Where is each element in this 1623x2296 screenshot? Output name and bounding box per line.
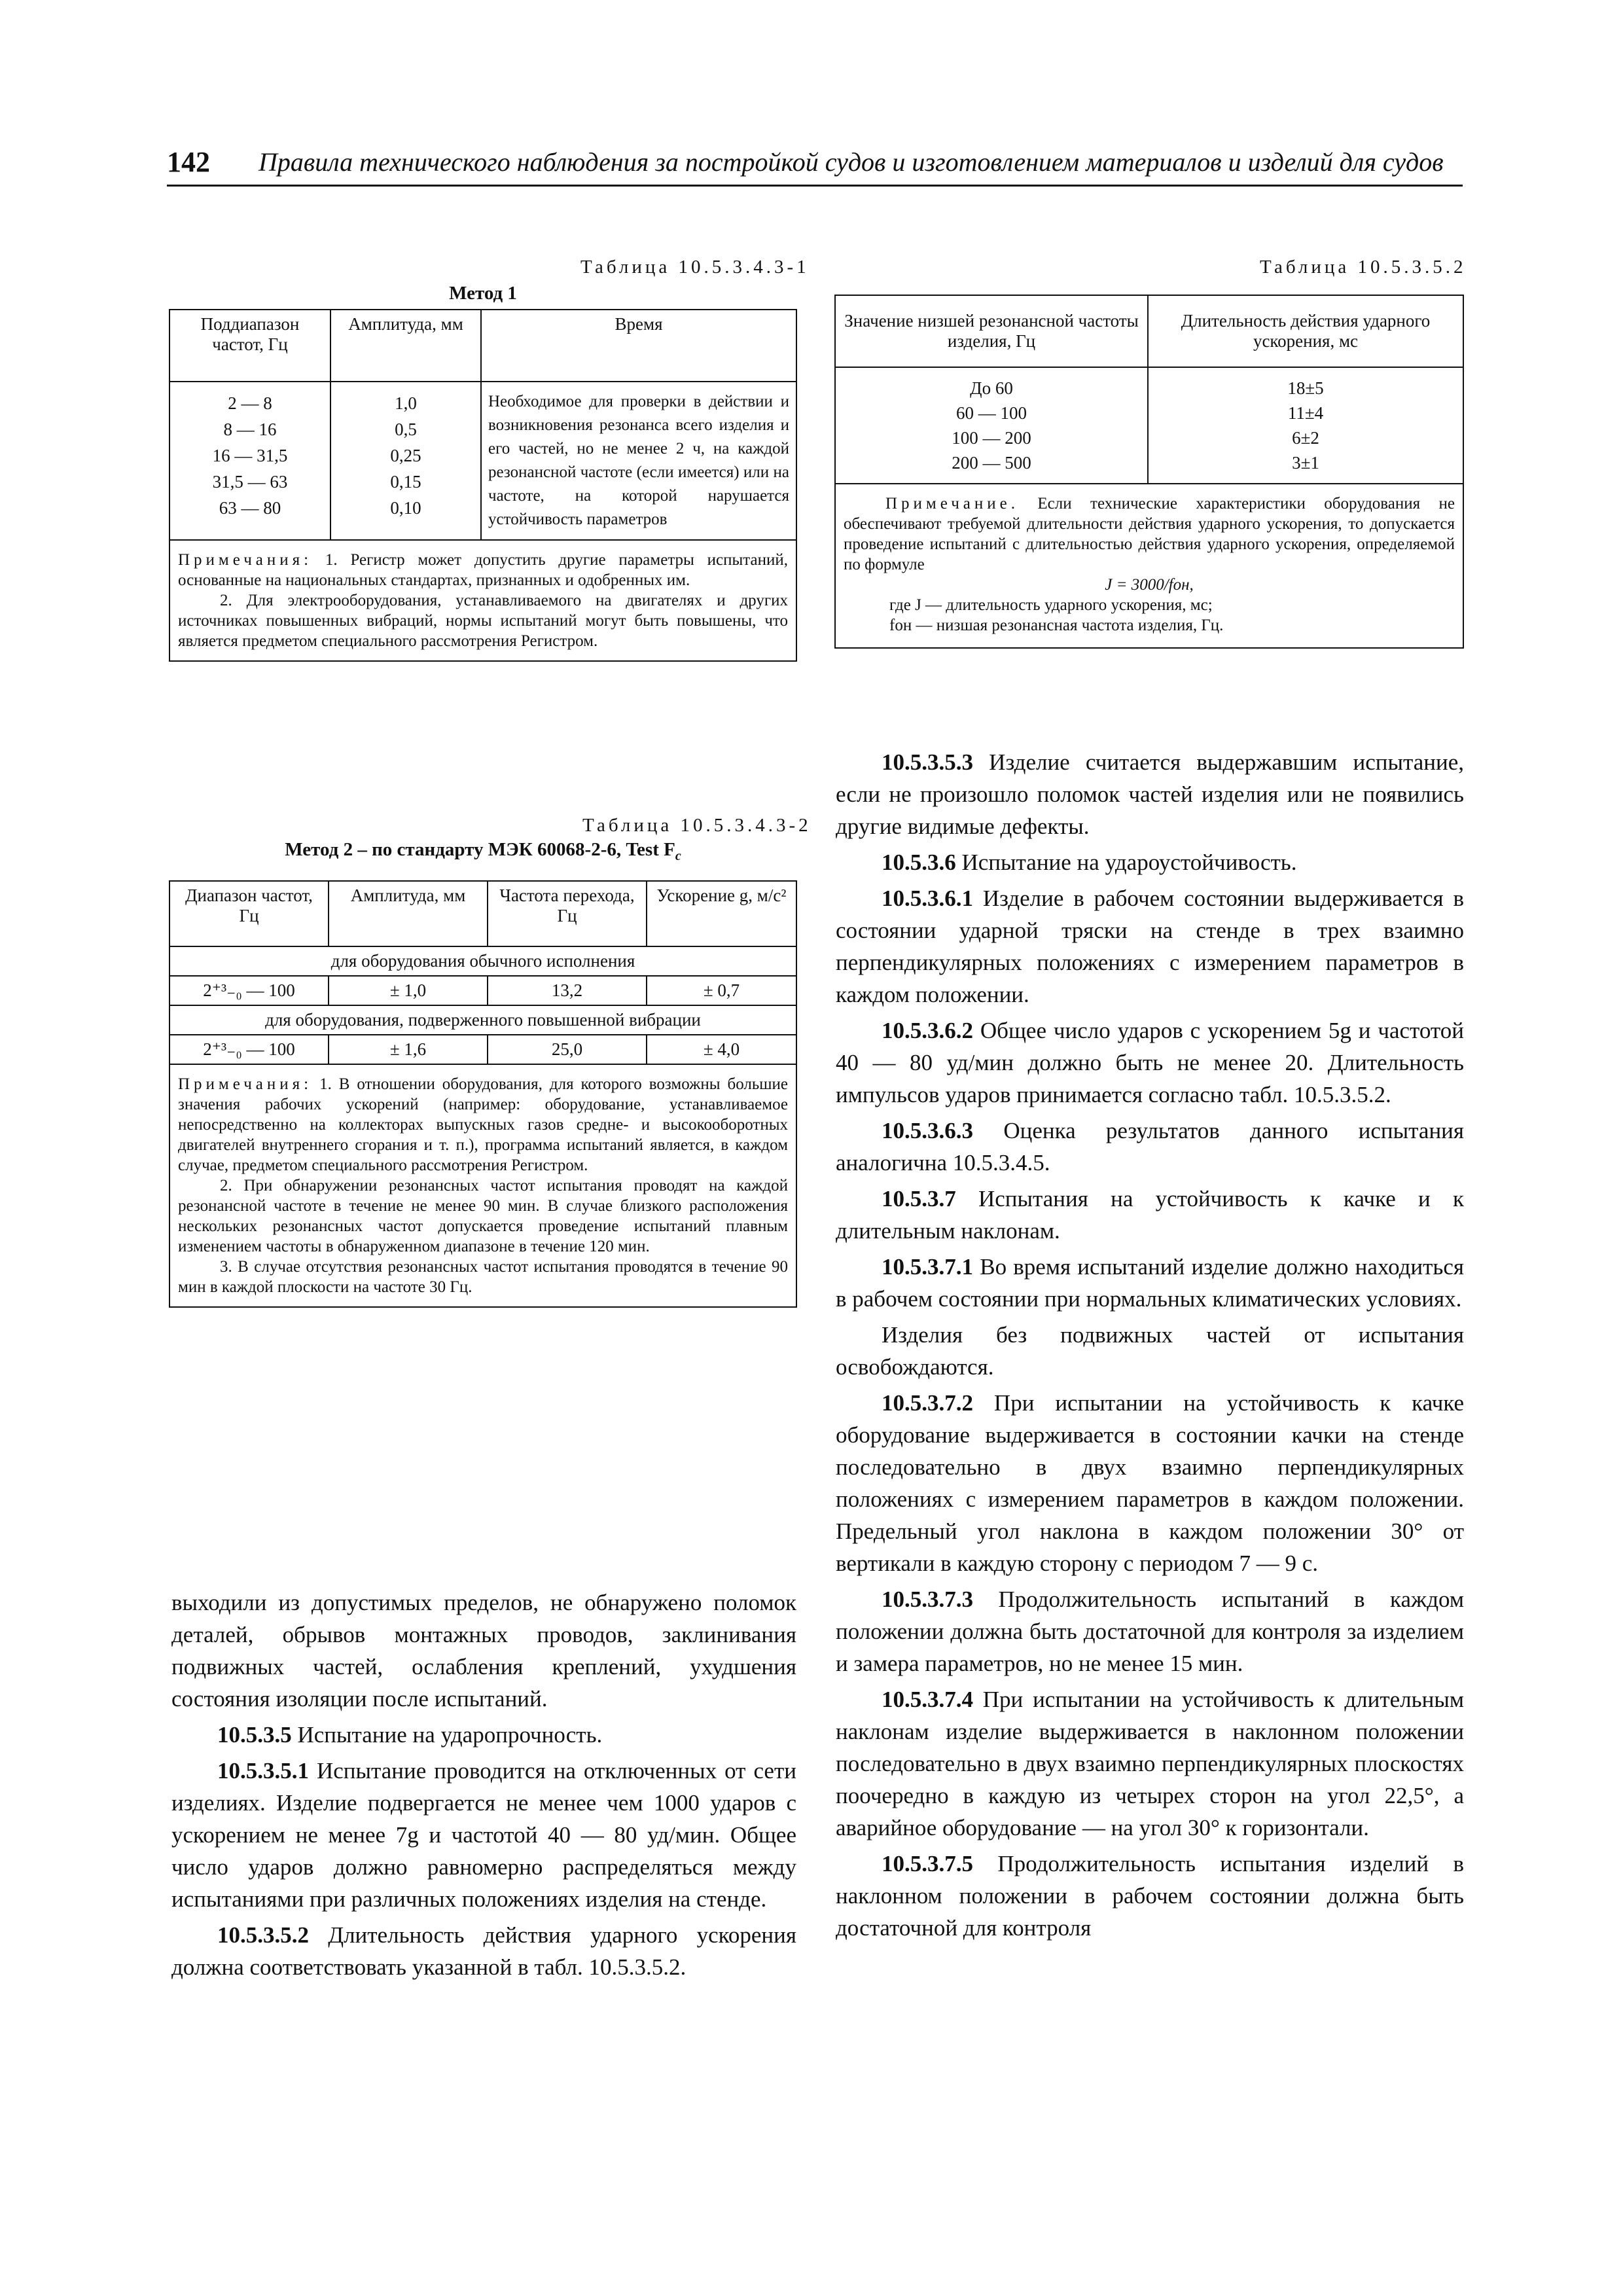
right-p3 bbox=[836, 882, 1464, 1011]
clause-number: 10.5.3.7 bbox=[882, 1186, 956, 1211]
table1-range: 31,5 — 63 bbox=[212, 472, 288, 492]
table1-amplitude: 0,10 bbox=[390, 498, 421, 518]
clause-text: Продолжительность испытания изделий в наклонном положении в рабочем состоянии должна быть достаточной для контроля bbox=[836, 1851, 1464, 1941]
table3-freq: До 60 bbox=[970, 378, 1013, 398]
table1-range: 8 — 16 bbox=[223, 420, 277, 439]
table1 bbox=[169, 309, 797, 662]
table2-group2: для оборудования, подверженного повышенной вибрации bbox=[169, 1005, 796, 1035]
clause-number: 10.5.3.6.2 bbox=[882, 1018, 973, 1043]
table3-freq: 60 — 100 bbox=[956, 403, 1027, 423]
table2-caption: Таблица 10.5.3.4.3-2 bbox=[582, 815, 812, 836]
table2-header-range: Диапазон частот, Гц bbox=[169, 881, 329, 946]
table2-group1: для оборудования обычного исполнения bbox=[169, 946, 796, 976]
clause-number: 10.5.3.5.2 bbox=[217, 1922, 309, 1948]
table3-header-duration: Длительность действия ударного ускорения, мс bbox=[1148, 295, 1463, 367]
table3-duration: 3±1 bbox=[1292, 453, 1319, 473]
right-p7 bbox=[836, 1251, 1464, 1315]
left-p3 bbox=[171, 1755, 796, 1915]
table1-notes-label: Примечания: bbox=[178, 551, 313, 569]
clause-text: Во время испытаний изделие должно находиться в рабочем состоянии при нормальных климатических условиях. bbox=[836, 1254, 1464, 1312]
table3 bbox=[834, 295, 1464, 649]
table1-time-text: Необходимое для проверки в действии и возникновения резонанса всего изделия и его частей, но не менее 2 ч, на каждой резонансной частоте (если имеется) или на частоте, на которой нарушается устойчивость параметров bbox=[481, 382, 796, 540]
table1-range: 63 — 80 bbox=[219, 498, 281, 518]
table2-r2-range: 2⁺³₋₀ — 100 bbox=[169, 1035, 329, 1064]
table1-amplitudes bbox=[330, 382, 481, 540]
table2-r2-amplitude: ± 1,6 bbox=[329, 1035, 488, 1064]
table3-header-freq: Значение низшей резонансной частоты изделия, Гц bbox=[835, 295, 1148, 367]
table1-range: 16 — 31,5 bbox=[212, 446, 288, 465]
table1-header-range: Поддиапазон частот, Гц bbox=[169, 310, 330, 382]
table1-range: 2 — 8 bbox=[228, 393, 272, 413]
table3-freq: 100 — 200 bbox=[952, 428, 1031, 448]
table2-note3: 3. В случае отсутствия резонансных частот испытания проводятся в течение 90 мин в каждой плоскости на частоте 30 Гц. bbox=[178, 1258, 788, 1296]
table2-note2: 2. При обнаружении резонансных частот испытания проводят на каждой резонансной частоте в течение не менее 90 мин. В случае близкого расположения нескольких резонансных частот допускается проведение испытаний плавным изменением частоты в обнаруженном диапазоне в течение 120 мин. bbox=[178, 1177, 788, 1255]
page-header bbox=[167, 145, 1463, 187]
clause-text: Длительность действия ударного ускорения должна соответствовать указанной в табл. 10.5.3.5.2. bbox=[171, 1922, 796, 1980]
left-p2 bbox=[171, 1719, 796, 1751]
table2 bbox=[169, 880, 797, 1308]
page-number: 142 bbox=[167, 146, 210, 178]
right-p5 bbox=[836, 1115, 1464, 1179]
left-p4 bbox=[171, 1919, 796, 1983]
clause-text: Оценка результатов данного испытания аналогична 10.5.3.4.5. bbox=[836, 1118, 1464, 1175]
clause-number: 10.5.3.6.3 bbox=[882, 1118, 973, 1143]
clause-number: 10.5.3.7.5 bbox=[882, 1851, 973, 1876]
right-p4 bbox=[836, 1014, 1464, 1111]
table2-notes-label: Примечания: bbox=[178, 1075, 313, 1093]
table1-amplitude: 0,25 bbox=[390, 446, 421, 465]
table1-amplitude: 1,0 bbox=[395, 393, 417, 413]
right-p12 bbox=[836, 1848, 1464, 1944]
clause-number: 10.5.3.6 bbox=[882, 850, 956, 875]
table2-method-text: Метод 2 – по стандарту МЭК 60068-2-6, Test F bbox=[285, 839, 675, 860]
table3-note bbox=[835, 484, 1463, 648]
table2-method bbox=[169, 839, 797, 864]
right-p10 bbox=[836, 1583, 1464, 1679]
clause-number: 10.5.3.5.1 bbox=[217, 1758, 309, 1784]
clause-text: Продолжительность испытаний в каждом положении должна быть достаточной для контроля за изделием и замера параметров, но не менее 15 мин. bbox=[836, 1587, 1464, 1676]
table2-r1-crossover: 13,2 bbox=[488, 976, 647, 1005]
clause-text: Изделие в рабочем состоянии выдерживается в состоянии ударной тряски на стенде в трех взаимно перпендикулярных положениях с измерением параметров в каждом положении. bbox=[836, 886, 1464, 1007]
table2-r2-crossover: 25,0 bbox=[488, 1035, 647, 1064]
table2-r1-range: 2⁺³₋₀ — 100 bbox=[169, 976, 329, 1005]
table2-r1-acceleration: ± 0,7 bbox=[647, 976, 796, 1005]
clause-text: Испытание на ударопрочность. bbox=[291, 1722, 603, 1748]
clause-text: Испытание на удароустойчивость. bbox=[955, 850, 1297, 875]
right-p9 bbox=[836, 1387, 1464, 1579]
clause-number: 10.5.3.6.1 bbox=[882, 886, 973, 911]
clause-number: 10.5.3.7.2 bbox=[882, 1390, 973, 1416]
clause-number: 10.5.3.7.1 bbox=[882, 1254, 973, 1280]
clause-text: Испытания на устойчивость к качке и к длительным наклонам. bbox=[836, 1186, 1464, 1244]
table1-ranges bbox=[169, 382, 330, 540]
table3-duration: 18±5 bbox=[1287, 378, 1324, 398]
table3-duration: 11±4 bbox=[1287, 403, 1324, 423]
clause-text: При испытании на устойчивость к качке оборудование выдерживается в состоянии качки на стенде последовательно в двух взаимно перпендикулярных положениях с измерением параметров в каждом положении. Предельный угол наклона в каждом положении 30° от вертикали в каждую сторону с периодом 7 — 9 с. bbox=[836, 1390, 1464, 1576]
table3-duration: 6±2 bbox=[1292, 428, 1319, 448]
table3-where2: fон — низшая резонансная частота изделия, Гц. bbox=[889, 617, 1224, 634]
right-p6 bbox=[836, 1183, 1464, 1247]
clause-text: Общее число ударов с ускорением 5g и частотой 40 — 80 уд/мин должно быть не менее 20. Длительность импульсов ударов принимается согласно табл. 10.5.3.5.2. bbox=[836, 1018, 1464, 1107]
right-p11 bbox=[836, 1683, 1464, 1844]
clause-text: При испытании на устойчивость к длительным наклонам изделие выдерживается в наклонном положении последовательно в двух взаимно перпендикулярных плоскостях поочередно в каждую из четырех сторон на угол 22,5°, а аварийное оборудование — на угол 30° к горизонтали. bbox=[836, 1687, 1464, 1840]
left-p1: выходили из допустимых пределов, не обнаружено поломок деталей, обрывов монтажных проводов, заклинивания подвижных частей, ослабления креплений, ухудшения состояния изоляции после испытаний. bbox=[171, 1590, 796, 1712]
clause-text: Испытание проводится на отключенных от сети изделиях. Изделие подвергается не менее чем 1000 ударов с ускорением не менее 7g и частотой 40 — 80 уд/мин. Общее число ударов должно равномерно распределяться между испытаниями при различных положениях изделия на стенде. bbox=[171, 1758, 796, 1912]
running-title: Правила технического наблюдения за постройкой судов и изготовлением материалов и изделий для судов bbox=[259, 147, 1444, 177]
clause-number: 10.5.3.7.4 bbox=[882, 1687, 973, 1712]
table1-header-time: Время bbox=[481, 310, 796, 382]
table3-freq: 200 — 500 bbox=[952, 453, 1031, 473]
table3-caption: Таблица 10.5.3.5.2 bbox=[1260, 257, 1467, 278]
right-p8: Изделия без подвижных частей от испытания освобождаются. bbox=[836, 1322, 1464, 1380]
table1-method: Метод 1 bbox=[449, 283, 517, 304]
table1-amplitude: 0,15 bbox=[390, 472, 421, 492]
right-p1 bbox=[836, 746, 1464, 842]
table2-note1: 1. В отношении оборудования, для которого возможны большие значения рабочих ускорений (например: оборудование, устанавливаемое непосредственно на коллекторах выпускных газов средне- и высокооборотных двигателей внутреннего сгорания и т. п.), программа испытаний является, в каждом случае, предметом специального рассмотрения Регистром. bbox=[178, 1075, 788, 1174]
table3-note-label: Примечание. bbox=[885, 495, 1020, 512]
table2-r1-amplitude: ± 1,0 bbox=[329, 976, 488, 1005]
table2-r2-acceleration: ± 4,0 bbox=[647, 1035, 796, 1064]
clause-number: 10.5.3.7.3 bbox=[882, 1587, 973, 1612]
table2-header-amplitude: Амплитуда, мм bbox=[329, 881, 488, 946]
table3-freqs bbox=[835, 367, 1148, 484]
table1-note2: 2. Для электрооборудования, устанавливаемого на двигателях и других источниках повышенных вибраций, нормы испытаний могут быть повышены, что является предметом специального рассмотрения Регистром. bbox=[178, 592, 788, 650]
table3-formula: J = 3000/fон, bbox=[1105, 576, 1194, 594]
table1-amplitude: 0,5 bbox=[395, 420, 417, 439]
table2-header-crossover: Частота перехода, Гц bbox=[488, 881, 647, 946]
table2-header-acceleration: Ускорение g, м/с² bbox=[647, 881, 796, 946]
table1-notes bbox=[169, 540, 796, 661]
table3-note-text: Если технические характеристики оборудования не обеспечивают требуемой длительности действия ударного ускорения, то допускается проведение испытаний с длительностью действия ударного ускорения, определяемой по формуле bbox=[844, 495, 1455, 573]
table1-header-amplitude: Амплитуда, мм bbox=[330, 310, 481, 382]
clause-number: 10.5.3.5.3 bbox=[882, 749, 973, 775]
left-column bbox=[171, 1587, 796, 1987]
table3-durations bbox=[1148, 367, 1463, 484]
clause-number: 10.5.3.5 bbox=[217, 1722, 292, 1748]
table3-where1: где J — длительность ударного ускорения, мс; bbox=[889, 596, 1213, 614]
right-p2 bbox=[836, 846, 1464, 878]
right-column bbox=[836, 746, 1464, 1948]
clause-text: Изделие считается выдержавшим испытание, если не произошло поломок частей изделия или не появились другие видимые дефекты. bbox=[836, 749, 1464, 839]
table1-caption: Таблица 10.5.3.4.3-1 bbox=[580, 257, 810, 278]
table1-note1: 1. Регистр может допустить другие параметры испытаний, основанные на национальных стандартах, признанных и одобренных им. bbox=[178, 551, 789, 589]
table2-method-sub: c bbox=[675, 848, 681, 863]
table2-notes bbox=[169, 1064, 796, 1307]
